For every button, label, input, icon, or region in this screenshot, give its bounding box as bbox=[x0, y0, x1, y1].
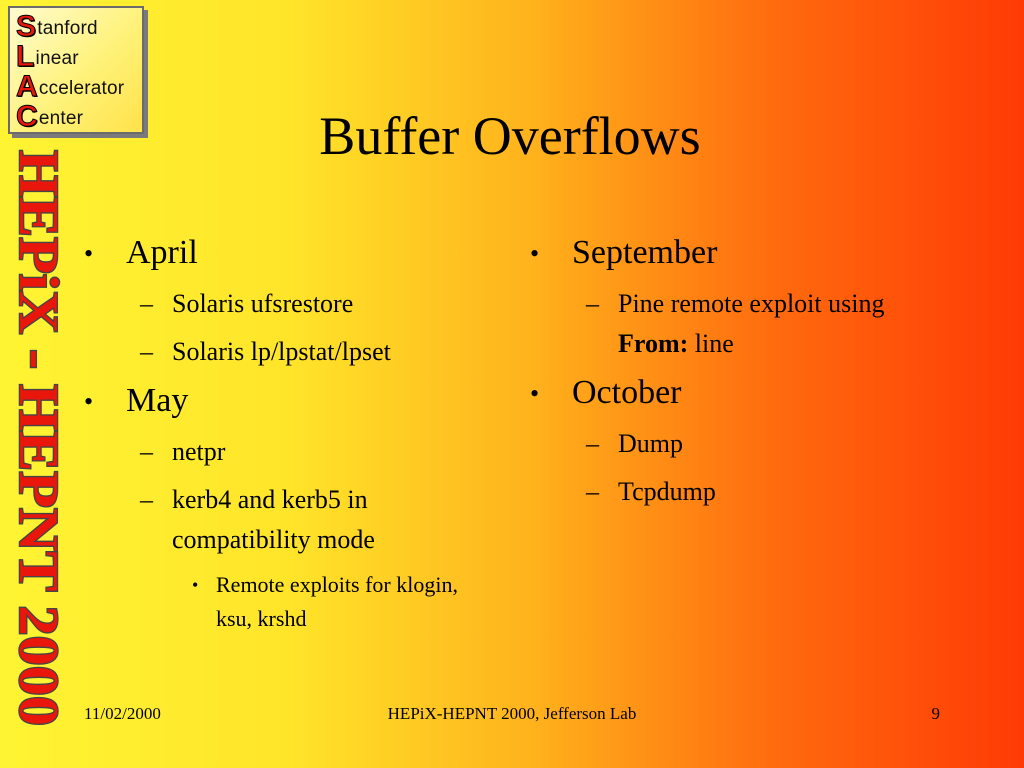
bullet-dot: • bbox=[530, 239, 540, 268]
bullet-dot: • bbox=[192, 575, 199, 595]
sub-item: – Solaris lp/lpstat/lpset bbox=[84, 332, 504, 372]
footer-page-number: 9 bbox=[931, 704, 940, 723]
dash-marker: – bbox=[586, 477, 599, 506]
side-conference-title bbox=[6, 146, 69, 730]
dash-marker: – bbox=[586, 289, 599, 318]
bullet-dot: • bbox=[530, 379, 540, 408]
sub-item: – netpr bbox=[84, 432, 504, 472]
logo-line-center: Center bbox=[16, 100, 84, 133]
slide-title: Buffer Overflows bbox=[319, 106, 701, 166]
logo-line-accelerator: Accelerator bbox=[16, 70, 125, 103]
slac-logo bbox=[8, 6, 144, 134]
sub-sub-item: • Remote exploits for klogin, ksu, krshd bbox=[84, 568, 466, 636]
sub-item: – Pine remote exploit using From: line bbox=[530, 284, 908, 364]
sub-item: – Tcpdump bbox=[530, 472, 950, 512]
right-column bbox=[530, 232, 950, 520]
sub-item: – Solaris ufsrestore bbox=[84, 284, 504, 324]
sub-item: – Dump bbox=[530, 424, 950, 464]
logo-line-linear: Linear bbox=[16, 40, 79, 73]
bullet-april: • April bbox=[84, 232, 504, 274]
bullet-may: • May bbox=[84, 380, 504, 422]
sub-item: – kerb4 and kerb5 in compatibility mode bbox=[84, 480, 472, 560]
left-column bbox=[84, 232, 504, 640]
footer-date: 11/02/2000 bbox=[84, 704, 161, 723]
side-title-text: HEPiX - HEPNT 2000 bbox=[7, 150, 69, 686]
bullet-october: • October bbox=[530, 372, 950, 414]
dash-marker: – bbox=[140, 437, 153, 466]
dash-marker: – bbox=[586, 429, 599, 458]
bullet-september: • September bbox=[530, 232, 950, 274]
footer-event: HEPiX-HEPNT 2000, Jefferson Lab bbox=[387, 704, 637, 723]
logo-line-stanford: Stanford bbox=[16, 10, 98, 43]
bullet-dot: • bbox=[84, 387, 94, 416]
dash-marker: – bbox=[140, 289, 153, 318]
dash-marker: – bbox=[140, 337, 153, 366]
bullet-dot: • bbox=[84, 239, 94, 268]
dash-marker: – bbox=[140, 485, 153, 514]
